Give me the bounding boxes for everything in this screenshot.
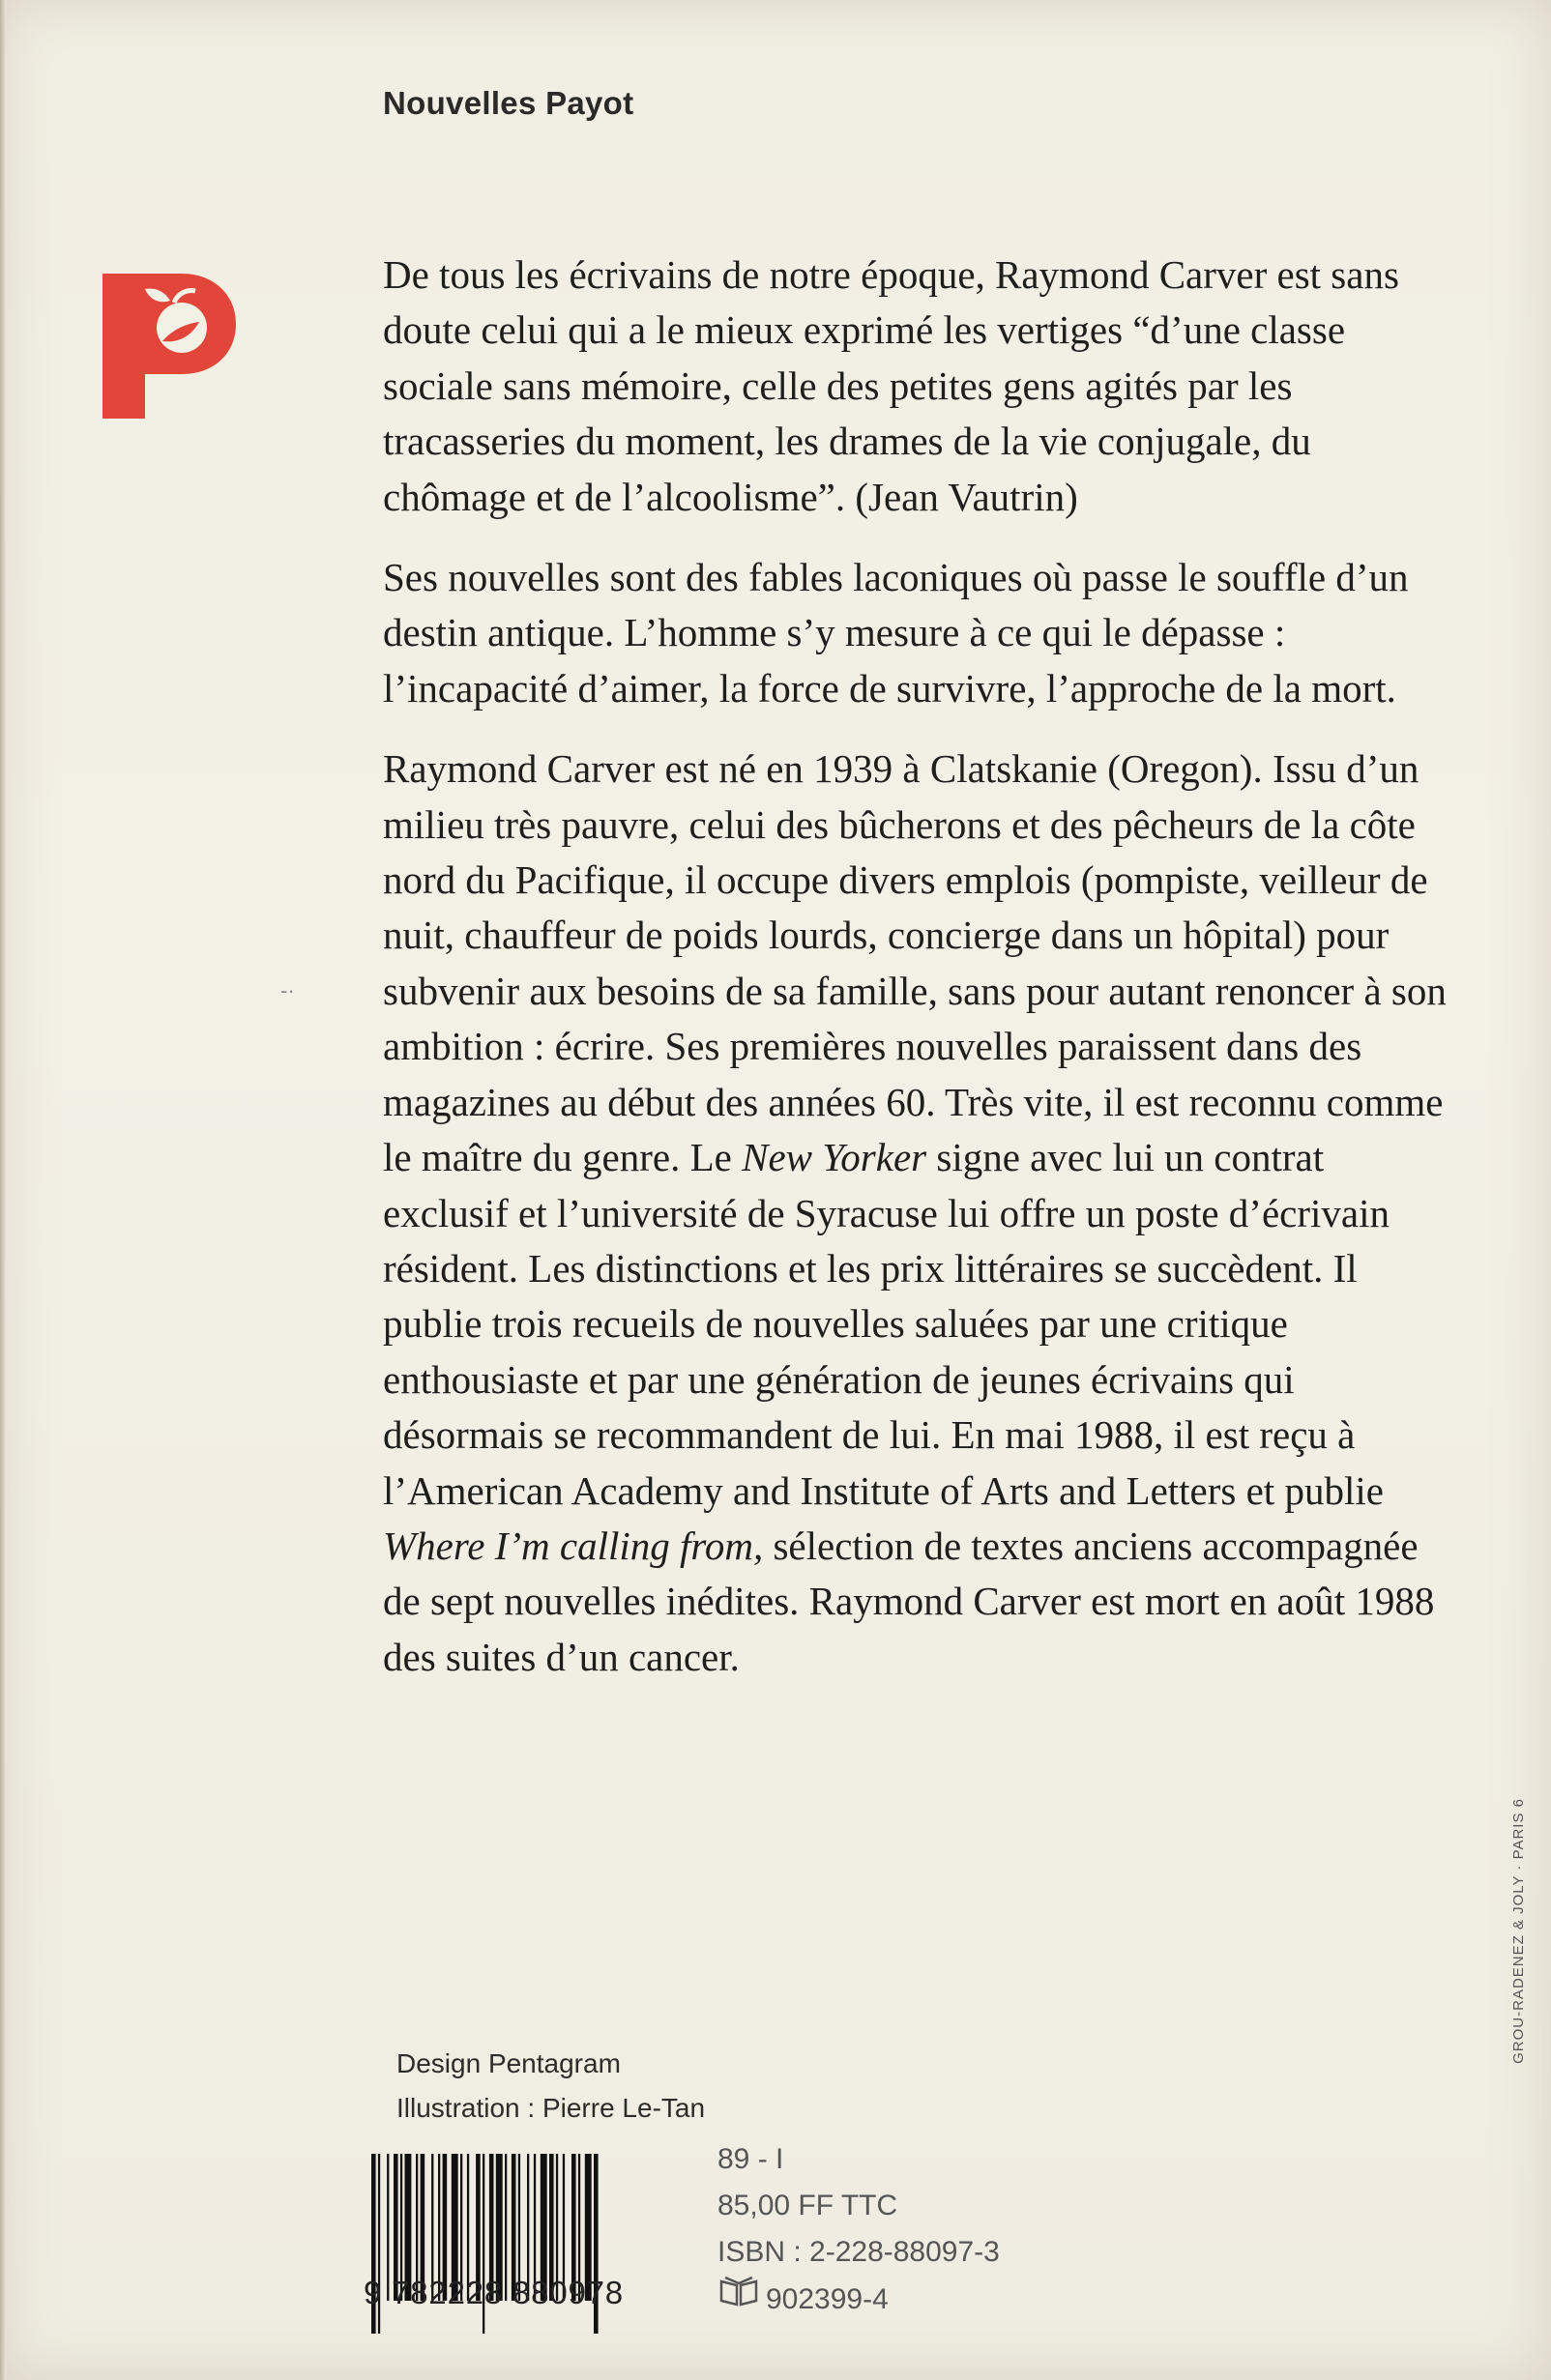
price-info (717, 2136, 1000, 2323)
blurb-paragraph-2: Ses nouvelles sont des fables laconiques où passe le souffle d’un destin antique. L’homme s’y mesure à ce qui le dépasse : l’incapacité d’aimer, la force de survivre, l’approche de la mort. (383, 555, 1409, 711)
printer-imprint (1505, 1798, 1543, 2359)
price: 85,00 FF TTC (717, 2190, 898, 2221)
design-credit: Design Pentagram (396, 2048, 621, 2078)
blurb-text (383, 247, 1456, 1706)
blurb-paragraph-3 (383, 741, 1456, 1685)
blurb-paragraph-1: De tous les écrivains de notre époque, Raymond Carver est sans doute celui qui a le mieux exprimé les vertiges “d’une classe sociale sans mémoire, celle des petites gens agités par les tracasseries du moment, les drames de la vie conjugale, du chômage et de l’alcoolisme”. (Jean Vautrin) (383, 252, 1399, 519)
book-title: Where I’m calling from, (383, 1523, 764, 1568)
credits (396, 2042, 705, 2131)
stray-mark: -· (280, 978, 295, 1002)
magazine-title: New Yorker (742, 1135, 927, 1180)
biography-text: signe avec lui un contrat exclusif et l’université de Syracuse lui offre un poste d’écrivain résident. Les distinctions et les prix littéraires se succèdent. Il publie trois recueils de nouvelles saluées par une critique enthousiaste et par une génération de jeunes écrivains qui désormais se recommandent de lui. En mai 1988, il est reçu à l’American Academy and Institute of Arts and Letters et publie (383, 1135, 1390, 1513)
print-code: 89 - I (717, 2143, 784, 2175)
biography-text: sélection de textes anciens accompagnée de sept nouvelles inédites. Raymond Carver est mort en août 1988 des suites d’un cancer. (383, 1523, 1435, 1679)
catalog-number-row (717, 2276, 1000, 2323)
barcode-digits: 9 782228 880978 (364, 2275, 624, 2310)
isbn: ISBN : 2-228-88097-3 (717, 2236, 1000, 2268)
payot-p-logo (102, 274, 236, 419)
illustration-credit: Illustration : Pierre Le-Tan (396, 2093, 706, 2123)
series-title: Nouvelles Payot (383, 85, 634, 121)
biography-text: Raymond Carver est né en 1939 à Clatskanie (Oregon). Issu d’un milieu très pauvre, celui des bûcherons et des pêcheurs de la côte nord du Pacifique, il occupe divers emplois (pompiste, veilleur de nuit, chauffeur de poids lourds, concierge dans un hôpital) pour subvenir aux besoins de sa famille, sans pour autant renoncer à son ambition : écrire. Ses premières nouvelles paraissent dans des magazines au début des années 60. Très vite, il est reconnu comme le maître du genre. Le (383, 746, 1447, 1180)
book-emblem-icon (717, 2276, 760, 2323)
catalog-number: 902399-4 (766, 2282, 889, 2315)
cover-edge (0, 0, 6, 2380)
printer-text: GROU-RADENEZ & JOLY · PARIS 6 (1510, 1798, 1527, 2064)
